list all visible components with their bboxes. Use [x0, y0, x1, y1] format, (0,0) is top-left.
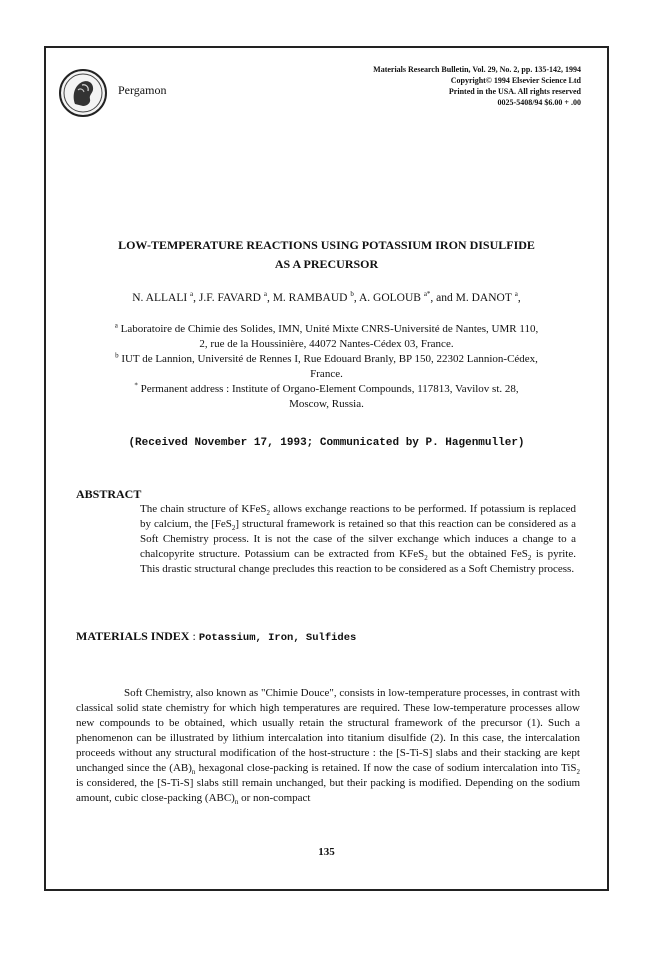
author-name: N. ALLALI [132, 292, 188, 304]
printed-line: Printed in the USA. All rights reserved [448, 87, 581, 96]
abstract-fragment: but the obtained FeS [427, 548, 528, 560]
author-list [60, 292, 593, 304]
affiliation-star [60, 382, 593, 397]
author-affil-mark: a [190, 290, 194, 299]
affiliations [60, 322, 593, 412]
author-affil-mark: a [514, 290, 518, 299]
affil-star-line-1: Permanent address : Institute of Organo-Element Compounds, 117813, Vavilov st. 28, [140, 383, 519, 395]
author-name: J.F. FAVARD [198, 292, 261, 304]
materials-index-label: MATERIALS INDEX [76, 629, 190, 643]
subscript: 2 [424, 554, 428, 563]
affil-b-line-1: IUT de Lannion, Université de Rennes I, Rue Edouard Branly, BP 150, 22302 Lannion-Cédex, [121, 353, 538, 365]
affil-star-line-2: Moscow, Russia. [289, 398, 364, 410]
affiliation-b [60, 352, 593, 367]
body-paragraph [76, 686, 580, 806]
body-fragment: hexagonal close-packing is retained. If now the case of sodium intercalation into TiS [195, 762, 577, 774]
abstract-text [140, 502, 576, 577]
author-name: A. GOLOUB [358, 292, 421, 304]
received-line: (Received November 17, 1993; Communicated by P. Hagenmuller) [128, 437, 525, 449]
author-separator: , [517, 292, 521, 304]
subscript: n [234, 798, 239, 807]
publisher-name: Pergamon [118, 83, 167, 97]
affil-mark-a: a [114, 321, 118, 330]
author-affil-mark: b [350, 290, 354, 299]
subscript: 2 [576, 768, 580, 777]
affil-mark-b: b [115, 351, 119, 360]
author-separator: , [353, 292, 359, 304]
subscript: 2 [266, 509, 270, 518]
copyright-line: Copyright© 1994 Elsevier Science Ltd [450, 76, 581, 85]
author-name: M. DANOT [455, 292, 512, 304]
author-separator: , [193, 292, 199, 304]
body-fragment: is considered, the [S-Ti-S] slabs still remain unchanged, but their packing is modified. Depending on the sodium amount, cubic close-packing (ABC) [76, 777, 580, 804]
affil-a-line-1: Laboratoire de Chimie des Solides, IMN, Unité Mixte CNRS-Université de Nantes, UMR 110, [120, 323, 539, 335]
issn-line: 0025-5408/94 $6.00 + .00 [497, 98, 581, 107]
author-separator: , [266, 292, 273, 304]
paper-title [60, 236, 593, 274]
pergamon-logo-icon [58, 68, 108, 118]
abstract-fragment: allows exchange reactions to be performed. If potassium is replaced by calcium, the [FeS [140, 503, 576, 530]
affil-b-line-2: France. [310, 368, 343, 380]
subscript: n [191, 768, 196, 777]
materials-index [76, 629, 356, 644]
page-number: 135 [318, 846, 335, 858]
materials-index-separator: : [189, 629, 199, 643]
title-line-2: AS A PRECURSOR [274, 257, 379, 271]
body-fragment: Soft Chemistry, also known as "Chimie Douce", consists in low-temperature processes, in contrast with classical solid state chemistry for which high temperatures are required. These low-temperature processes allow new compounds to be obtained, which usually retain the structural framework of the precursor (1). Such a phenomenon can be illustrated by lithium intercalation into titanium disulfide (2). In this case, the intercalation proceeds without any structural modification of the host-structure : the [S-Ti-S] slabs and their stacking are kept unchanged since the (AB) [76, 687, 580, 774]
title-line-1: LOW-TEMPERATURE REACTIONS USING POTASSIUM IRON DISULFIDE [118, 238, 535, 252]
author-name: M. RAMBAUD [272, 292, 348, 304]
abstract-fragment: is pyrite. This drastic structural change precludes this reaction to be considered as a Soft Chemistry process. [140, 548, 576, 575]
affil-a-line-2: 2, rue de la Houssinière, 44072 Nantes-Cédex 03, France. [199, 338, 454, 350]
author-affil-mark: a [263, 290, 267, 299]
abstract-fragment: The chain structure of KFeS [140, 503, 267, 515]
affil-mark-star: * [134, 381, 138, 390]
subscript: 2 [527, 554, 532, 563]
abstract-heading: ABSTRACT [76, 487, 142, 501]
affiliation-a [60, 322, 593, 337]
abstract-fragment: ] structural framework is retained so that this reaction can be considered as a Soft Chemistry process. It is not the case of the silver exchange which induces a change to a chalcopyrite structure. Potassium can be extracted from KFeS [140, 518, 576, 560]
journal-citation: Materials Research Bulletin, Vol. 29, No. 2, pp. 135-142, 1994 [373, 65, 581, 74]
materials-index-value: Potassium, Iron, Sulfides [198, 632, 357, 644]
body-fragment: or non-compact [238, 792, 311, 804]
journal-header [261, 64, 581, 108]
author-separator: , and [430, 292, 456, 304]
author-affil-mark: a* [423, 290, 431, 299]
subscript: 2 [231, 524, 236, 533]
